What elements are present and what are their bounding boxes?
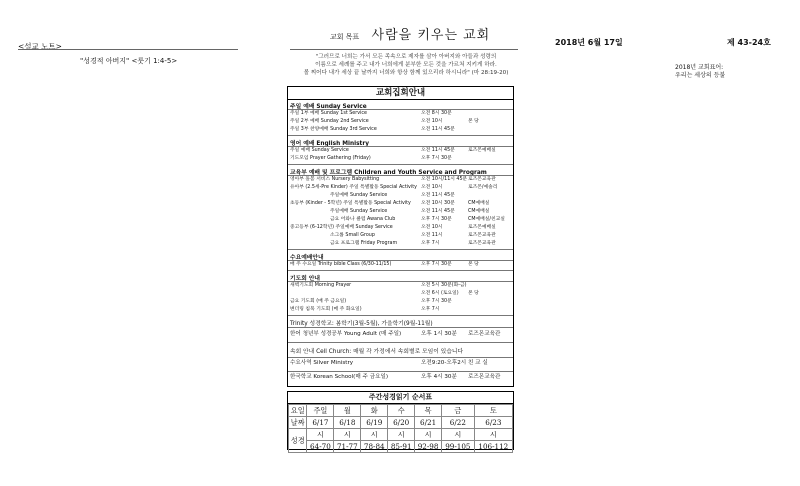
table-row: 유아부 (2.5세-Pre Kinder) 주일 특별활동 Special Activity 오전 10시 로즈몬/예솔리 <box>290 185 498 190</box>
table-row: 매 주 수요일 Trinity bible Class (6/30-11/15) 오후 7시 30분 본 당 <box>290 262 479 267</box>
table-row: 성경 시 시 시 시 시 시 시 <box>289 429 513 441</box>
cell-church: 속회 안내 Cell Church: 매월 각 가정에서 속회별로 모임이 있습니다 <box>290 349 464 355</box>
section-youth: 교육부 예배 및 프로그램 Children and Youth Service and Program <box>290 170 487 176</box>
verse-line: 볼 찌어다 내가 세상 끝 날까지 너희와 항상 함께 있으리라 하시니라" (마 28:19-20) <box>303 70 509 76</box>
table-row: 변더링 침묵 기도회 (매 주 화요일) 오후 7시 <box>290 307 440 312</box>
verse-line: "그러므로 너희는 가서 모든 족속으로 제자를 삼아 아버지와 아들과 성령의 <box>315 54 497 60</box>
table-row: 소그룹 Small Group 오전 11시 로즈몬교육관 <box>330 233 496 238</box>
bulletin-date: 2018년 6월 17일 <box>555 38 623 47</box>
table-row: 주일 예배 Sunday Service 오전 11시 45분 로즈몬예배실 <box>290 148 496 153</box>
theme-label: 2018년 교회표어: <box>675 64 724 71</box>
divider <box>18 49 238 50</box>
table-row: 64-70 71-77 78-84 85-91 92-98 99-105 106-112 <box>289 441 513 453</box>
table-row: 한어 청년부 성경공부 Young Adult (매 주일) 오후 1시 30분 로즈몬교육관 <box>290 331 501 337</box>
table-row: 금요 프로그램 Friday Program 오후 7시 로즈몬교육관 <box>330 241 496 246</box>
sermon-note-label: <설교 노트> <box>18 42 62 51</box>
table-row: 오전 6시 (토요일) 본 당 <box>421 291 479 296</box>
table-row: 주일 1부 예배 Sunday 1st Service 오전 8시 30분 <box>290 111 452 116</box>
bible-reading-schedule <box>287 391 514 450</box>
table-row: 주일 3부 찬양예배 Sunday 3rd Service 오전 11시 45분 <box>290 127 455 132</box>
section-prayer: 기도회 안내 <box>290 276 321 282</box>
sermon-title: "성경적 아버지" <룻기 1:4-5> <box>80 57 178 65</box>
table-row: 금요 어와나 클럽 Awana Club 오후 7시 30분 CM예배실/친교실 <box>330 217 505 222</box>
goal-label: 교회 목표 <box>330 33 360 41</box>
table-row: 주일 2부 예배 Sunday 2nd Service 오전 10시 본 당 <box>290 119 479 124</box>
church-goal <box>330 24 490 43</box>
section-sunday: 주일 예배 Sunday Service <box>290 104 367 110</box>
church-motto: 사람을 키우는 교회 <box>371 28 491 43</box>
table-row: 한국학교 Korean School(매 주 금요일) 오후 4시 30분 로즈몬교육관 <box>290 374 501 380</box>
table-row: 초등부 (Kinder - 5학년) 주일 특별활동 Special Activity 오전 10시 30분 CM예배실 <box>290 201 490 206</box>
divider <box>290 49 518 50</box>
table-row: 요일 주일 월 화 수 목 금 토 <box>289 405 513 417</box>
table-row: 날짜 6/17 6/18 6/19 6/20 6/21 6/22 6/23 <box>289 417 513 429</box>
table-row: 새벽기도회 Morning Prayer 오전 5시 30분(화-금) <box>290 283 467 288</box>
table-row: 중고등부 (6-12학년) 주일예배 Sunday Service 오전 10시 로즈몬예배실 <box>290 225 496 230</box>
table-row: 주일예배 Sunday Service 오전 11시 45분 CM예배실 <box>330 209 490 214</box>
church-theme <box>675 64 725 80</box>
table-row: 주일예배 Sunday Service 오전 11시 45분 <box>330 193 455 198</box>
scripture-verse <box>286 53 526 77</box>
section-wednesday: 수요예배안내 <box>290 255 324 261</box>
meeting-guide <box>287 86 514 387</box>
table-row: 금요 기도회 (매 주 금요일) 오후 7시 30분 <box>290 299 452 304</box>
issue-number: 제 43-24호 <box>727 38 771 47</box>
trinity-school: Trinity 성경학교: 봄학기(3월-5월), 가을학기(9월-11월) <box>290 321 433 327</box>
table-row: 영아부 돌봄 서비스 Nursery Babysitting 오전 10시/11시 45분 로즈몬교육관 <box>290 177 496 182</box>
section-english: 영어 예배 English Ministry <box>290 141 369 147</box>
verse-line: 이름으로 세례를 주고 내가 너희에게 분부한 모든 것을 가르쳐 지키게 하라. <box>315 62 497 68</box>
table-row: 기도모임 Prayer Gathering (Friday) 오후 7시 30분 <box>290 156 452 161</box>
theme-text: 우리는 세상의 등불 <box>675 72 726 79</box>
reading-title: 주간성경읽기 순서표 <box>288 392 513 404</box>
guide-title: 교회집회안내 <box>288 87 513 100</box>
reading-table <box>288 404 513 453</box>
table-row: 수요사역 Silver Ministry 오전9:20-오후2시 친 교 실 <box>290 360 488 366</box>
